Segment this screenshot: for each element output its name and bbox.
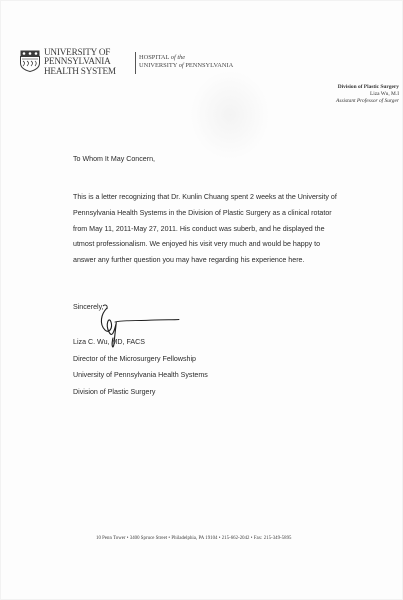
letterhead-divider	[135, 52, 136, 74]
signer-title: Director of the Microsurgery Fellowship	[73, 354, 196, 363]
hospital-line-2-b: of	[178, 62, 184, 69]
university-line-1: UNIVERSITY OF	[44, 47, 111, 57]
salutation: To Whom It May Concern,	[73, 155, 155, 163]
body-paragraph	[73, 190, 383, 269]
hospital-line-1-b: of the	[170, 54, 186, 61]
signer-organization: University of Pennsylvania Health Systems	[73, 371, 208, 379]
hospital-line-2-a: UNIVERSITY	[139, 62, 178, 69]
hospital-line-1-a: HOSPITAL	[139, 54, 170, 61]
hospital-name	[139, 54, 279, 70]
footer-address: 10 Penn Tower • 3400 Spruce Street • Philadelphia, PA 19104 • 215-662-2042 • Fax: 215-349-5895	[96, 536, 292, 541]
closing: Sincerely,	[73, 303, 104, 311]
paper-smudge	[190, 70, 270, 160]
body-line: utmost professionalism. We enjoyed his visit very much and would be happy to	[73, 240, 321, 249]
body-line: This is a letter recognizing that Dr. Kunlin Chuang spent 2 weeks at the University of	[73, 193, 337, 201]
body-line: Pennsylvania Health Systems in the Division of Plastic Surgery as a clinical rotator	[73, 208, 332, 217]
division-header	[336, 84, 399, 105]
division-contact-role: Assistant Professor of Surger	[336, 98, 399, 104]
signer-division: Division of Plastic Surgery	[73, 387, 156, 396]
university-name	[44, 48, 142, 76]
penn-shield-icon	[20, 50, 40, 72]
signer-name: Liza C. Wu, MD, FACS	[73, 338, 146, 346]
division-contact-name: Liza Wu, M.I	[369, 91, 399, 97]
letter-content	[73, 154, 383, 396]
signature-block	[73, 334, 208, 400]
university-line-3: HEALTH SYSTEM	[44, 65, 116, 76]
hospital-line-2-c: PENNSYLVANIA	[185, 62, 234, 69]
university-line-2: PENNSYLVANIA	[44, 56, 111, 67]
body-line: answer any further question you may have regarding his experience here.	[73, 256, 305, 265]
body-line: from May 11, 2011-May 27, 2011. His conduct was suberb, and he displayed the	[73, 224, 325, 233]
division-name: Division of Plastic Surgery	[337, 84, 399, 90]
